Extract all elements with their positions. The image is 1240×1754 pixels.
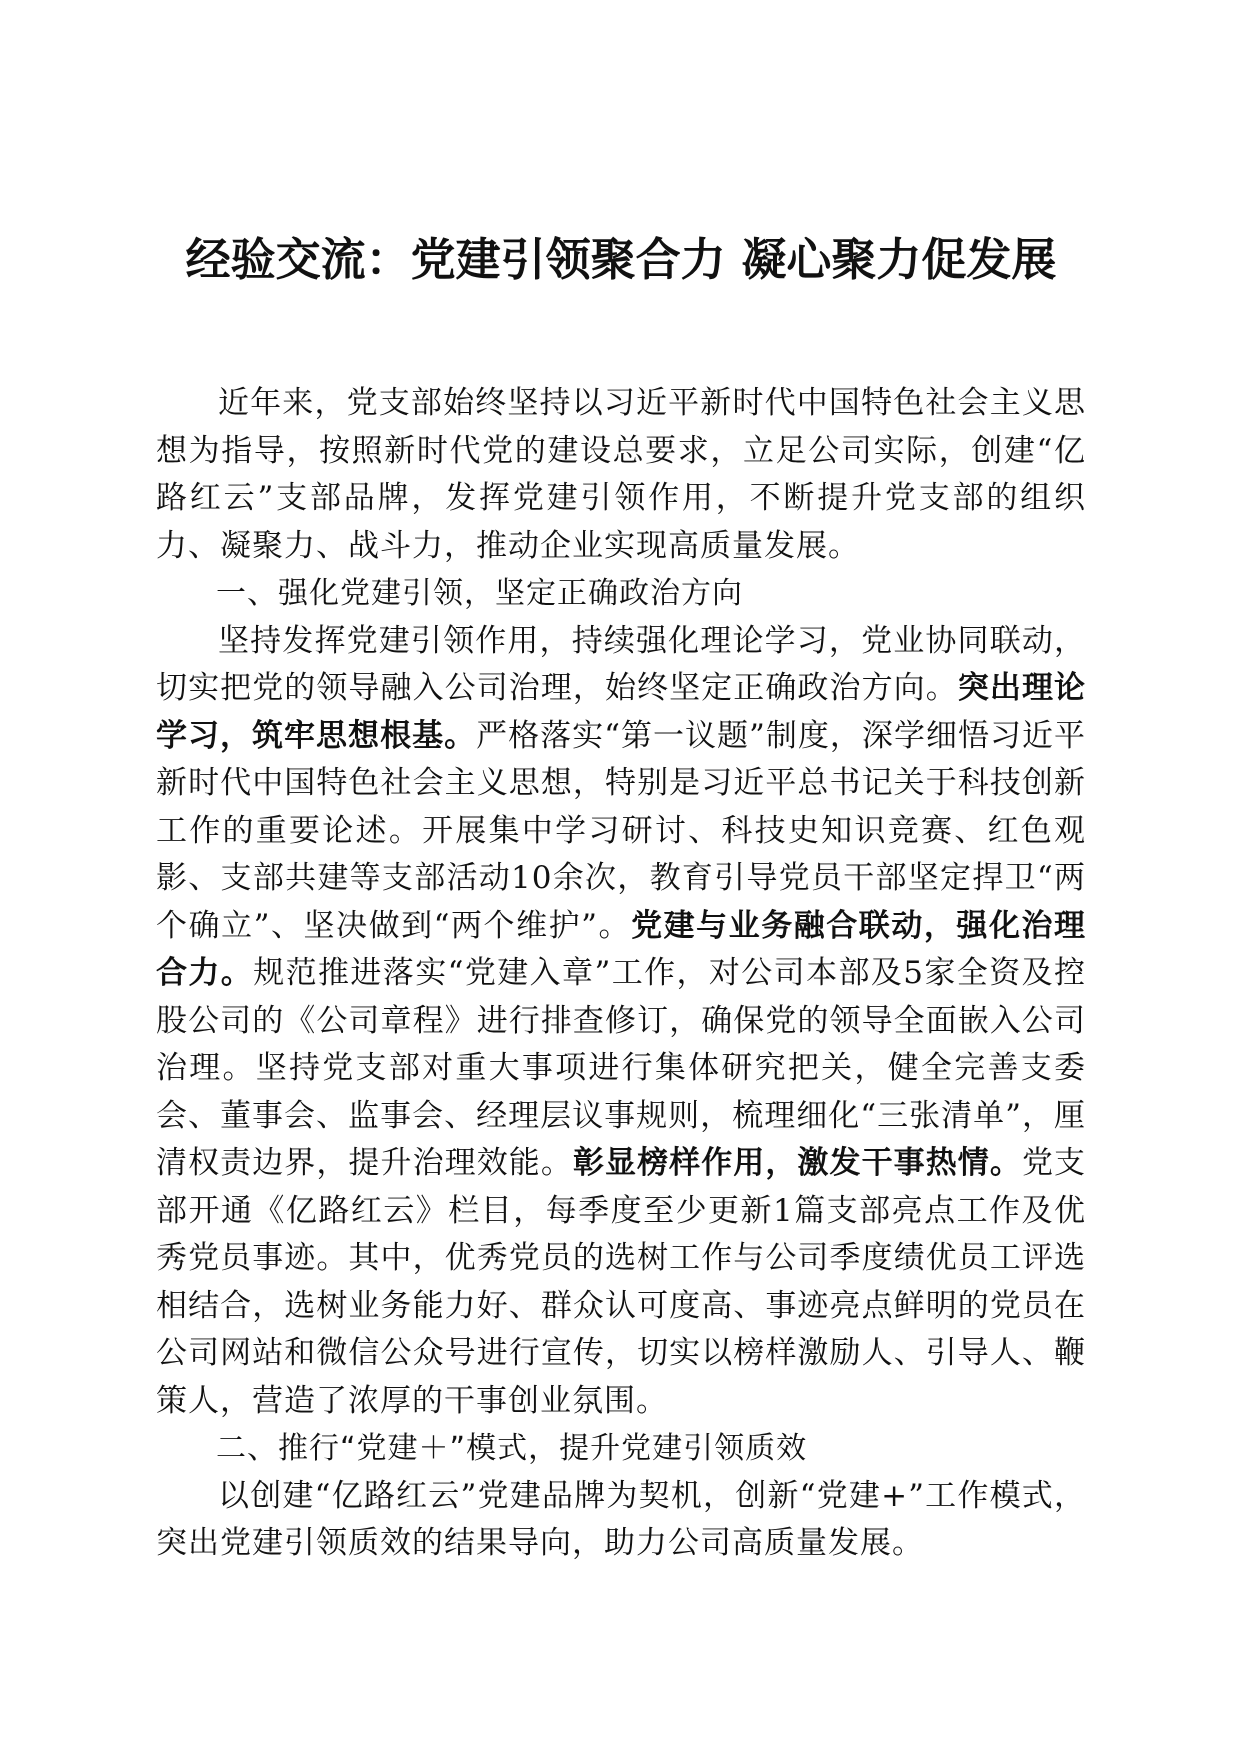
section-2-paragraph: 以创建“亿路红云”党建品牌为契机，创新“党建+”工作模式，突出党建引领质效的结果导向，助力公司高质量发展。 xyxy=(156,1477,1086,1561)
section-1-lead: 坚持发挥党建引领作用，持续强化理论学习，党业协同联动，切实把党的领导融入公司治理，始终坚定正确政治方向。 xyxy=(156,622,1086,706)
integration-text: 规范推进落实“党建入章”工作，对公司本部及5家全资及控股公司的《公司章程》进行排查修订，确保党的领导全面嵌入公司治理。坚持党支部对重大事项进行集体研究把关，健全完善支委会、董事会、监事会、经理层议事规则，梳理细化“三张清单”，厘清权责边界，提升治理效能。 xyxy=(156,955,1087,1181)
role-models-text: 党支部开通《亿路红云》栏目，每季度至少更新1篇支部亮点工作及优秀党员事迹。其中，优秀党员的选树工作与公司季度绩优员工评选相结合，选树业务能力好、群众认可度高、事迹亮点鲜明的党员在公司网站和微信公众号进行宣传，切实以榜样激励人、引导人、鞭策人，营造了浓厚的干事创业氛围。 xyxy=(156,1145,1087,1419)
bold-subheading-role-models: 彰显榜样作用，激发干事热情。 xyxy=(572,1145,1022,1181)
theory-study-text: 严格落实“第一议题”制度，深学细悟习近平新时代中国特色社会主义思想，特别是习近平总书记关于科技创新工作的重要论述。开展集中学习研讨、科技史知识竞赛、红色观影、支部共建等支部活动10余次，教育引导党员干部坚定捍卫“两个确立”、坚决做到“两个维护”。 xyxy=(156,717,1086,944)
section-1-paragraph xyxy=(156,618,1086,1426)
intro-paragraph: 近年来，党支部始终坚持以习近平新时代中国特色社会主义思想为指导，按照新时代党的建设总要求，立足公司实际，创建“亿路红云”支部品牌，发挥党建引领作用，不断提升党支部的组织力、凝聚力、战斗力，推动企业实现高质量发展。 xyxy=(156,385,1086,564)
section-heading-1: 一、强化党建引领，坚定正确政治方向 xyxy=(216,576,743,611)
bold-subheading-integration: 党建与业务融合联动，强化治理合力。 xyxy=(156,907,1087,991)
document-title: 经验交流：党建引领聚合力 凝心聚力促发展 xyxy=(185,233,1057,286)
bold-subheading-theory-study: 突出理论学习，筑牢思想根基。 xyxy=(156,670,1087,754)
section-heading-2: 二、推行“党建＋”模式，提升党建引领质效 xyxy=(216,1431,808,1466)
document-body xyxy=(156,380,1086,1568)
